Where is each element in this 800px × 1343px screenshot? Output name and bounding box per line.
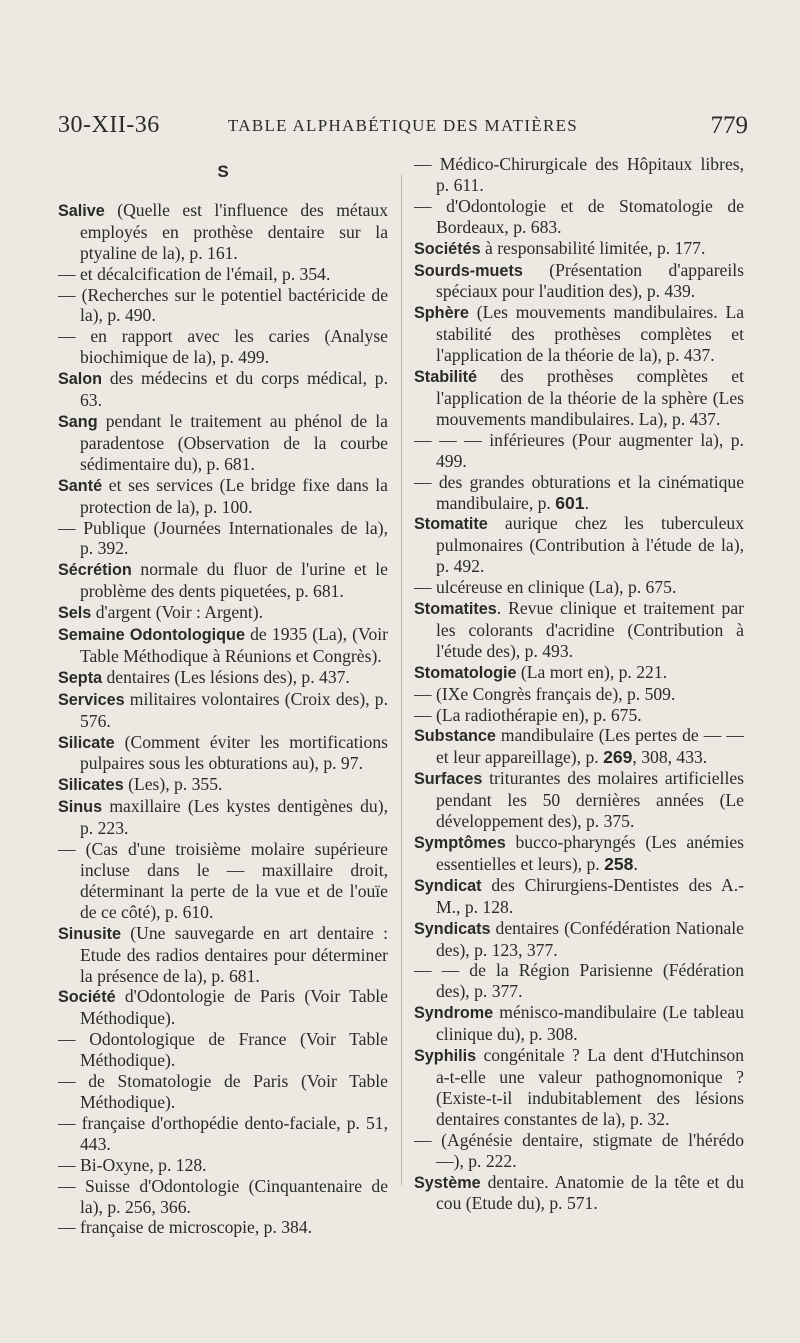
entry-headword: Sels: [58, 604, 92, 623]
entry-text-after: .: [633, 853, 638, 874]
entry-headword: Sang: [58, 412, 98, 431]
entry-headword: Silicates: [58, 776, 124, 795]
index-entry: [58, 285, 388, 327]
entry-text: — (Recherches sur le potentiel bactéricide de la), p. 490.: [58, 284, 388, 326]
entry-bold-page: 601: [555, 492, 585, 513]
entry-text: aurique chez les tuberculeux pulmonaires (Contribution à l'étude de la), p. 492.: [436, 513, 744, 577]
index-entry: [58, 518, 388, 560]
entry-headword: Surfaces: [414, 770, 483, 789]
entry-text: — Suisse d'Odontologie (Cinquantenaire de la), p. 256, 366.: [58, 1175, 388, 1217]
index-column-right: [414, 154, 744, 1214]
page-number: 779: [710, 112, 748, 139]
entry-text: maxillaire (Les kystes dentigènes du), p. 223.: [80, 796, 388, 839]
index-entry: [414, 260, 744, 303]
index-entry: [58, 200, 388, 264]
entry-text: — ulcéreuse en clinique (La), p. 675.: [414, 577, 677, 598]
entry-text: dentaire. Anatomie de la tête et du cou (Etude du), p. 571.: [436, 1171, 744, 1214]
index-entry: [414, 196, 744, 238]
entry-text: (Les mouvements mandibulaires. La stabilité des prothèses complètes et l'application de la théorie de la), p. 437.: [436, 302, 744, 366]
entry-headword: Sinus: [58, 798, 103, 817]
entry-text: d'argent (Voir : Argent).: [91, 602, 264, 623]
entry-headword: Système: [414, 1173, 481, 1192]
index-entry: [414, 472, 744, 514]
index-entry: [58, 1029, 388, 1071]
entry-headword: Sinusite: [58, 924, 121, 943]
section-letter: S: [217, 162, 229, 181]
index-entry: [58, 411, 388, 475]
index-entry: [58, 624, 388, 667]
index-entry: [414, 684, 744, 705]
entry-text: (Comment éviter les mortifications pulpaires sous les obturations au), p. 97.: [80, 731, 388, 774]
entry-text: (Les), p. 355.: [123, 774, 223, 795]
entry-text: — en rapport avec les caries (Analyse biochimique de la), p. 499.: [58, 326, 388, 368]
index-entry: [58, 559, 388, 602]
index-entry: [58, 475, 388, 518]
entry-text: — Bi-Oxyne, p. 128.: [58, 1154, 207, 1175]
entry-text-after: .: [584, 492, 589, 513]
entry-headword: Stomatites: [414, 600, 497, 619]
index-entry: [414, 513, 744, 577]
index-entry: [58, 732, 388, 775]
index-entry: [58, 796, 388, 839]
entry-text: d'Odontologie de Paris (Voir Table Méthodique).: [80, 986, 388, 1029]
entry-text: dentaires (Confédération Nationale des), p. 123, 377.: [436, 917, 744, 960]
entry-text: — (IXe Congrès français de), p. 509.: [414, 683, 676, 704]
entry-headword: Sphère: [414, 304, 469, 323]
index-entry: [414, 598, 744, 662]
index-entry: [58, 667, 388, 689]
index-entry: [414, 366, 744, 430]
entry-headword: Syndrome: [414, 1004, 494, 1023]
entry-text: — Publique (Journées Internationales de la), p. 392.: [58, 517, 388, 559]
entry-text: pendant le traitement au phénol de la paradentose (Observation de la courbe sédimentaire du), p. 681.: [80, 410, 388, 474]
column-divider: [401, 175, 402, 1185]
index-entry: [414, 238, 744, 260]
index-entry: [414, 1002, 744, 1045]
index-entry: [58, 774, 388, 796]
entry-headword: Sourds-muets: [414, 261, 523, 280]
entry-text: des prothèses complètes et l'application de la théorie de la sphère (Les mouvements mandibulaires. La), p. 437.: [436, 366, 744, 429]
entry-text: — (Cas d'une troisième molaire supérieure incluse dans le — maxillaire droit, déterminant la perte de la vue et de l'ouïe de ce côté), p. 610.: [58, 839, 388, 922]
entry-headword: Syphilis: [414, 1047, 477, 1066]
index-entry: [58, 1113, 388, 1155]
entry-headword: Stomatologie: [414, 663, 517, 682]
entry-text: des Chirurgiens-Dentistes des A.-M., p. 128.: [436, 874, 744, 917]
entry-text: mandibulaire (Les pertes de — — et leur appareillage), p.: [436, 725, 744, 768]
entry-headword: Santé: [58, 476, 103, 495]
index-entry: [414, 768, 744, 832]
entry-text: . Revue clinique et traitement par les colorants d'acridine (Contribution à l'étude des), p. 493.: [436, 598, 744, 661]
index-entry: [414, 705, 744, 726]
index-entry: [414, 430, 744, 472]
index-entry: [58, 689, 388, 732]
entry-text: normale du fluor de l'urine et le problème des dents piquetées, p. 681.: [80, 559, 388, 602]
index-entry: [58, 602, 388, 624]
entry-headword: Salon: [58, 370, 103, 389]
index-entry: [58, 264, 388, 285]
entry-headword: Syndicats: [414, 919, 491, 938]
entry-headword: Septa: [58, 668, 103, 687]
index-entry: [414, 154, 744, 196]
entry-headword: Symptômes: [414, 834, 506, 852]
index-entry: [58, 923, 388, 987]
index-entry: [58, 368, 388, 411]
index-entry: [58, 986, 388, 1029]
entry-bold-page: 258: [604, 853, 634, 874]
entry-text: — — — inférieures (Pour augmenter la), p. 499.: [414, 429, 744, 471]
entry-text: et ses services (Le bridge fixe dans la protection de la), p. 100.: [80, 474, 388, 517]
entry-headword: Services: [58, 690, 125, 709]
entry-text: — (Agénésie dentaire, stigmate de l'hérédo —), p. 222.: [414, 1129, 744, 1171]
entry-text: — française de microscopie, p. 384.: [58, 1217, 313, 1238]
index-entry: [58, 1176, 388, 1218]
entry-headword: Stomatite: [414, 515, 488, 534]
entry-text: (Présentation d'appareils spéciaux pour l'audition des), p. 439.: [436, 259, 744, 302]
index-entry: [58, 1071, 388, 1113]
index-entry: [414, 1045, 744, 1130]
entry-headword: Syndicat: [414, 876, 482, 895]
entry-text: (Quelle est l'influence des métaux employés en prothèse dentaire sur la ptyaline de la), p. 161.: [80, 199, 388, 263]
index-entry: [414, 725, 744, 768]
entry-text: de 1935 (La), (Voir Table Méthodique à Réunions et Congrès).: [80, 624, 388, 666]
index-entry: [414, 1130, 744, 1172]
entry-headword: Stabilité: [414, 368, 477, 387]
index-entry: [414, 960, 744, 1002]
entry-headword: Substance: [414, 727, 496, 746]
entry-text: — des grandes obturations et la cinématique mandibulaire, p.: [414, 471, 744, 513]
entry-text: congénitale ? La dent d'Hutchinson a-t-elle une valeur pathognomonique ? (Existe-t-il indubitablement des lésions dentaires constantes de la), p. 32.: [436, 1045, 744, 1129]
left-entries: [58, 200, 388, 1238]
entry-text: — — de la Région Parisienne (Fédération des), p. 377.: [414, 960, 744, 1002]
index-entry: [58, 1217, 388, 1238]
right-entries: [414, 154, 744, 1214]
index-entry: [414, 1172, 744, 1215]
entry-text: ménisco-mandibulaire (Le tableau clinique du), p. 308.: [436, 1002, 744, 1045]
entry-bold-page: 269: [603, 747, 633, 768]
entry-text: (Une sauvegarde en art dentaire : Etude des radios dentaires pour déterminer la présence de la), p. 681.: [80, 922, 388, 986]
entry-text: — d'Odontologie et de Stomatologie de Bordeaux, p. 683.: [414, 195, 744, 237]
entry-text: des médecins et du corps médical, p. 63.: [80, 368, 388, 411]
entry-text: — Médico-Chirurgicale des Hôpitaux libres, p. 611.: [414, 154, 744, 195]
entry-text: à responsabilité limitée, p. 177.: [480, 237, 706, 258]
index-entry: [58, 1155, 388, 1176]
entry-text: — Odontologique de France (Voir Table Méthodique).: [58, 1029, 388, 1071]
entry-headword: Sécrétion: [58, 561, 132, 580]
page-header: [58, 108, 748, 148]
index-entry: [414, 918, 744, 961]
entry-text: bucco-pharyngés (Les anémies essentielles et leurs), p.: [436, 832, 744, 874]
header-title: TABLE ALPHABÉTIQUE DES MATIÈRES: [227, 116, 579, 135]
entry-headword: Silicate: [58, 733, 115, 752]
entry-text: (La mort en), p. 221.: [516, 661, 668, 682]
index-entry: [58, 839, 388, 923]
entry-text: dentaires (Les lésions des), p. 437.: [102, 666, 350, 687]
entry-headword: Société: [58, 988, 116, 1007]
entry-text: — française d'orthopédie dento-faciale, p. 51, 443.: [58, 1112, 388, 1154]
entry-text: triturantes des molaires artificielles pendant les 50 dernières années (Le développement des), p. 375.: [436, 768, 744, 832]
index-column-left: [58, 150, 388, 1238]
index-entry: [414, 832, 744, 875]
entry-text: — et décalcification de l'émail, p. 354.: [58, 263, 331, 284]
entry-text: — de Stomatologie de Paris (Voir Table Méthodique).: [58, 1071, 388, 1112]
header-date: 30-XII-36: [58, 112, 160, 138]
index-entry: [414, 577, 744, 598]
entry-headword: Semaine Odontologique: [58, 626, 245, 645]
entry-headword: Salive: [58, 201, 105, 220]
index-entry: [414, 875, 744, 918]
index-entry: [414, 302, 744, 366]
entry-text-after: , 308, 433.: [632, 747, 708, 768]
index-entry: [414, 662, 744, 684]
index-entry: [58, 326, 388, 368]
entry-headword: Sociétés: [414, 239, 481, 258]
entry-text: — (La radiothérapie en), p. 675.: [414, 704, 642, 725]
entry-text: militaires volontaires (Croix des), p. 576.: [80, 688, 388, 731]
